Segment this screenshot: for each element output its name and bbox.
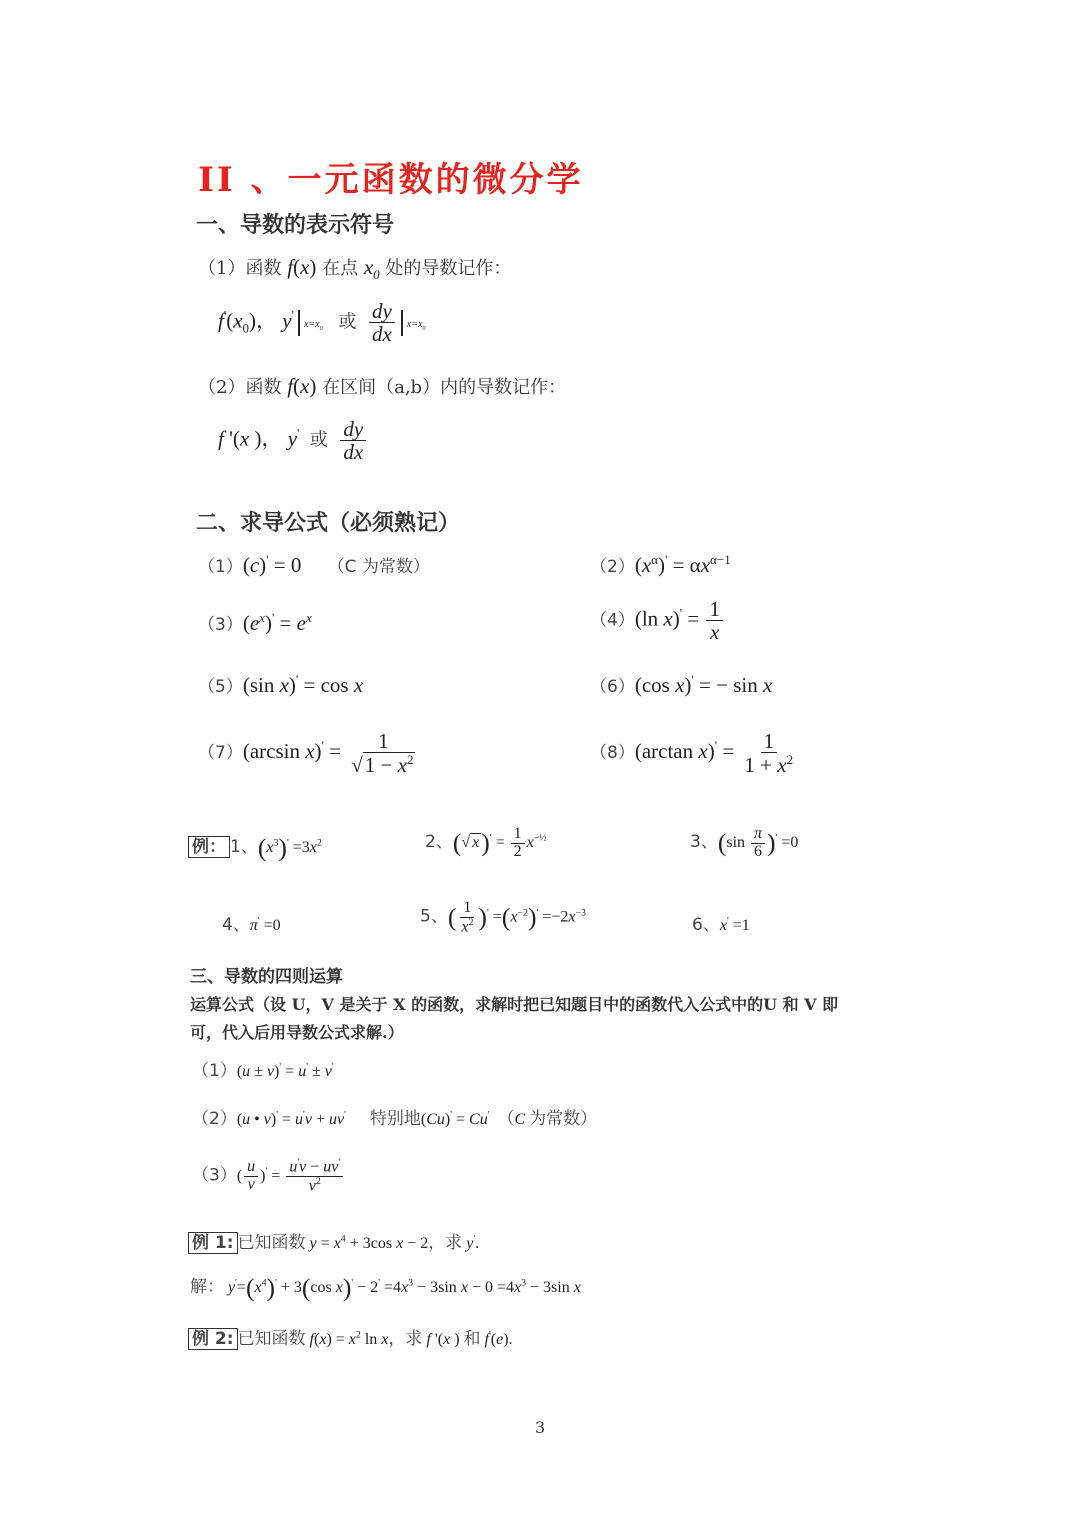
section-heading-2: 二、求导公式（必须熟记） <box>196 510 461 536</box>
rule-1: （1）(u ± v)' = u' ± v' <box>192 1061 334 1081</box>
line-1-1: （1）函数 f(x) 在点 $x_0$ 处的导数记作： <box>198 255 512 283</box>
section-3-desc-2: 可，代入后用导数公式求解.） <box>190 1023 404 1042</box>
formula-1: （1）(c)' = 0 （C 为常数） <box>198 552 430 577</box>
formula-3: $(3)(e^x)' = e^x$ <box>198 610 312 635</box>
example-1: 例 1: 已知函数 $y = x^4 + 3\cos$ x − 2，求 y'. <box>188 1228 479 1253</box>
example-2-label: 例 2: <box>188 1328 238 1350</box>
example-row-2-c: 6、x' =1 <box>692 915 750 935</box>
rule-2: （2）(u • v)' = u'v + uv' 特别地(Cu)' = Cu' （C 为常数） <box>192 1109 598 1129</box>
section-heading-1: 一、导数的表示符号 <box>196 212 395 238</box>
notation-2: f '(x )， y' 或 $\frac{dy}{dx}$ <box>218 418 368 463</box>
example-row-1-a: 例： 1、$(x^3)' =3x^2$ <box>188 832 322 859</box>
line-1-2: （2）函数 f(x) 在区间（a,b）内的导数记作： <box>198 374 567 398</box>
solution-1: 解： $y'=(x^4)' + 3(\cos$ $x)' - 2' =4x^3 - 3\sin$ $x - 0 =4x^3 - 3\sin$ x <box>190 1273 581 1303</box>
example-row-1-b: 2、(√ x)' = $\frac{1}{2}$ $x^{-\frac{1}{2}}$ <box>425 825 547 860</box>
example-row-2-a: 4、π' =0 <box>222 915 281 935</box>
formula-6: （6）(cos x)' = − sin x <box>590 672 773 697</box>
formula-8: （8）(arctan x)' = $\frac{1}{1 + x^2}$ <box>590 729 794 778</box>
section-heading-3: 三、导数的四则运算 <box>190 967 343 987</box>
notation-1: $f'(x_0)$， $y'x=x_0$ 或 $\frac{dy}{dx}$ $x=x_0$ <box>218 299 426 347</box>
section-3-desc-1: 运算公式（设 U，V 是关于 X 的函数，求解时把已知题目中的函数代入公式中的U 和 V 即 <box>190 995 839 1014</box>
example-label: 例： <box>188 836 230 858</box>
example-row-2-b: 5、( $\frac{1}{x^2}$ )$' =(x^{-2})' =-2x^{-3}$ <box>420 899 586 936</box>
rule-3: （3）( $\frac{u}{v}$ )' = $\frac{u'v - uv'}{v^2}$ <box>192 1158 345 1195</box>
example-row-1-c: 3、(sin $\frac{\pi}{6}$ )' =0 <box>690 825 799 860</box>
example-1-label: 例 1: <box>188 1232 238 1254</box>
formula-5: （5）(sin x)' = cos x <box>198 672 364 697</box>
formula-2: $(2)(x^\alpha)' = \alpha x^{\alpha-1}$ <box>590 552 731 577</box>
page-title: II 、一元函数的微分学 <box>198 160 584 200</box>
formula-7: （7）(arcsin x)' = $\frac{1}{√1 - x^2}$ <box>198 729 414 778</box>
page-number: 3 <box>535 1418 546 1437</box>
example-2: 例 2: 已知函数 $f(x) = x^2$ ln x，求 f '(x ) 和 f'(e). <box>188 1324 513 1349</box>
formula-4: （4）(ln x)' = $\frac{1}{x}$ <box>590 598 725 643</box>
